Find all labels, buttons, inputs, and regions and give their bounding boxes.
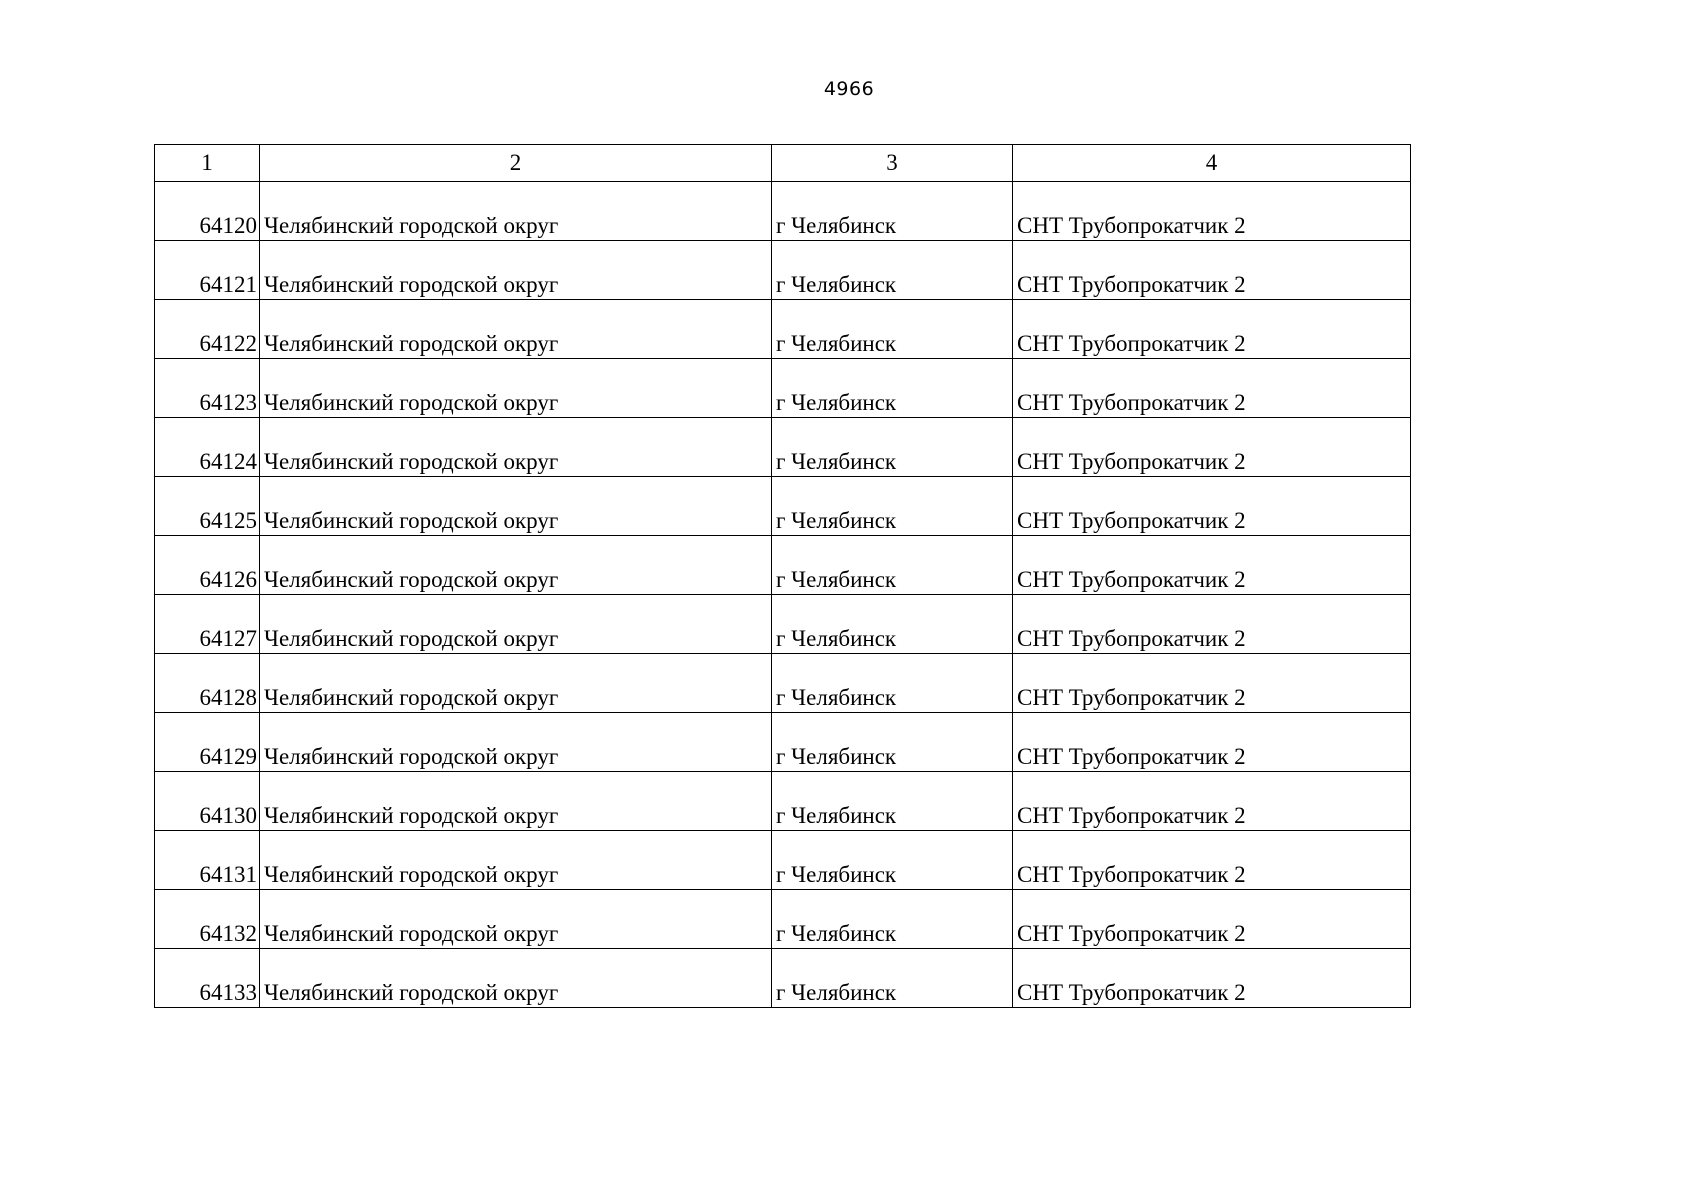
municipality-cell: Челябинский городской округ (260, 536, 772, 595)
municipality-cell: Челябинский городской округ (260, 831, 772, 890)
municipality-cell: Челябинский городской округ (260, 890, 772, 949)
locality-cell: СНТ Трубопрокатчик 2 (1013, 300, 1411, 359)
row-number-cell: 64128 (155, 654, 260, 713)
municipality-cell: Челябинский городской округ (260, 300, 772, 359)
municipality-cell: Челябинский городской округ (260, 241, 772, 300)
row-number-cell: 64122 (155, 300, 260, 359)
table-row (155, 772, 1411, 831)
municipality-cell: Челябинский городской округ (260, 949, 772, 1008)
table-row (155, 595, 1411, 654)
row-number-cell: 64131 (155, 831, 260, 890)
locality-cell: СНТ Трубопрокатчик 2 (1013, 182, 1411, 241)
settlement-cell: г Челябинск (772, 359, 1013, 418)
settlement-cell: г Челябинск (772, 418, 1013, 477)
table-row (155, 359, 1411, 418)
settlement-cell: г Челябинск (772, 890, 1013, 949)
table-header (155, 145, 1411, 182)
settlement-cell: г Челябинск (772, 300, 1013, 359)
municipality-cell: Челябинский городской округ (260, 477, 772, 536)
settlement-cell: г Челябинск (772, 536, 1013, 595)
row-number-cell: 64124 (155, 418, 260, 477)
locality-cell: СНТ Трубопрокатчик 2 (1013, 418, 1411, 477)
settlement-cell: г Челябинск (772, 831, 1013, 890)
settlement-cell: г Челябинск (772, 654, 1013, 713)
row-number-cell: 64121 (155, 241, 260, 300)
locality-cell: СНТ Трубопрокатчик 2 (1013, 949, 1411, 1008)
locality-cell: СНТ Трубопрокатчик 2 (1013, 831, 1411, 890)
header-row (155, 145, 1411, 182)
row-number-cell: 64129 (155, 713, 260, 772)
municipality-cell: Челябинский городской округ (260, 182, 772, 241)
settlement-cell: г Челябинск (772, 949, 1013, 1008)
municipality-cell: Челябинский городской округ (260, 359, 772, 418)
locality-cell: СНТ Трубопрокатчик 2 (1013, 713, 1411, 772)
settlement-cell: г Челябинск (772, 241, 1013, 300)
table-row (155, 418, 1411, 477)
table-row (155, 477, 1411, 536)
locality-cell: СНТ Трубопрокатчик 2 (1013, 477, 1411, 536)
page-number: 4966 (823, 78, 875, 100)
table-row (155, 536, 1411, 595)
row-number-cell: 64123 (155, 359, 260, 418)
municipality-cell: Челябинский городской округ (260, 654, 772, 713)
column-header-3: 3 (772, 145, 1013, 182)
row-number-cell: 64132 (155, 890, 260, 949)
municipality-cell: Челябинский городской округ (260, 772, 772, 831)
locality-cell: СНТ Трубопрокатчик 2 (1013, 890, 1411, 949)
table-row (155, 831, 1411, 890)
row-number-cell: 64127 (155, 595, 260, 654)
table-row (155, 654, 1411, 713)
locality-cell: СНТ Трубопрокатчик 2 (1013, 654, 1411, 713)
table-body (155, 182, 1411, 1008)
municipality-cell: Челябинский городской округ (260, 595, 772, 654)
table-row (155, 241, 1411, 300)
locality-cell: СНТ Трубопрокатчик 2 (1013, 772, 1411, 831)
row-number-cell: 64130 (155, 772, 260, 831)
column-header-4: 4 (1013, 145, 1411, 182)
table-row (155, 890, 1411, 949)
registry-table (154, 144, 1411, 1008)
table-row (155, 713, 1411, 772)
row-number-cell: 64125 (155, 477, 260, 536)
locality-cell: СНТ Трубопрокатчик 2 (1013, 359, 1411, 418)
settlement-cell: г Челябинск (772, 477, 1013, 536)
table-row (155, 182, 1411, 241)
municipality-cell: Челябинский городской округ (260, 713, 772, 772)
settlement-cell: г Челябинск (772, 595, 1013, 654)
row-number-cell: 64120 (155, 182, 260, 241)
locality-cell: СНТ Трубопрокатчик 2 (1013, 241, 1411, 300)
settlement-cell: г Челябинск (772, 772, 1013, 831)
column-header-2: 2 (260, 145, 772, 182)
table-row (155, 300, 1411, 359)
locality-cell: СНТ Трубопрокатчик 2 (1013, 595, 1411, 654)
locality-cell: СНТ Трубопрокатчик 2 (1013, 536, 1411, 595)
settlement-cell: г Челябинск (772, 182, 1013, 241)
settlement-cell: г Челябинск (772, 713, 1013, 772)
municipality-cell: Челябинский городской округ (260, 418, 772, 477)
column-header-1: 1 (155, 145, 260, 182)
row-number-cell: 64126 (155, 536, 260, 595)
row-number-cell: 64133 (155, 949, 260, 1008)
table-row (155, 949, 1411, 1008)
